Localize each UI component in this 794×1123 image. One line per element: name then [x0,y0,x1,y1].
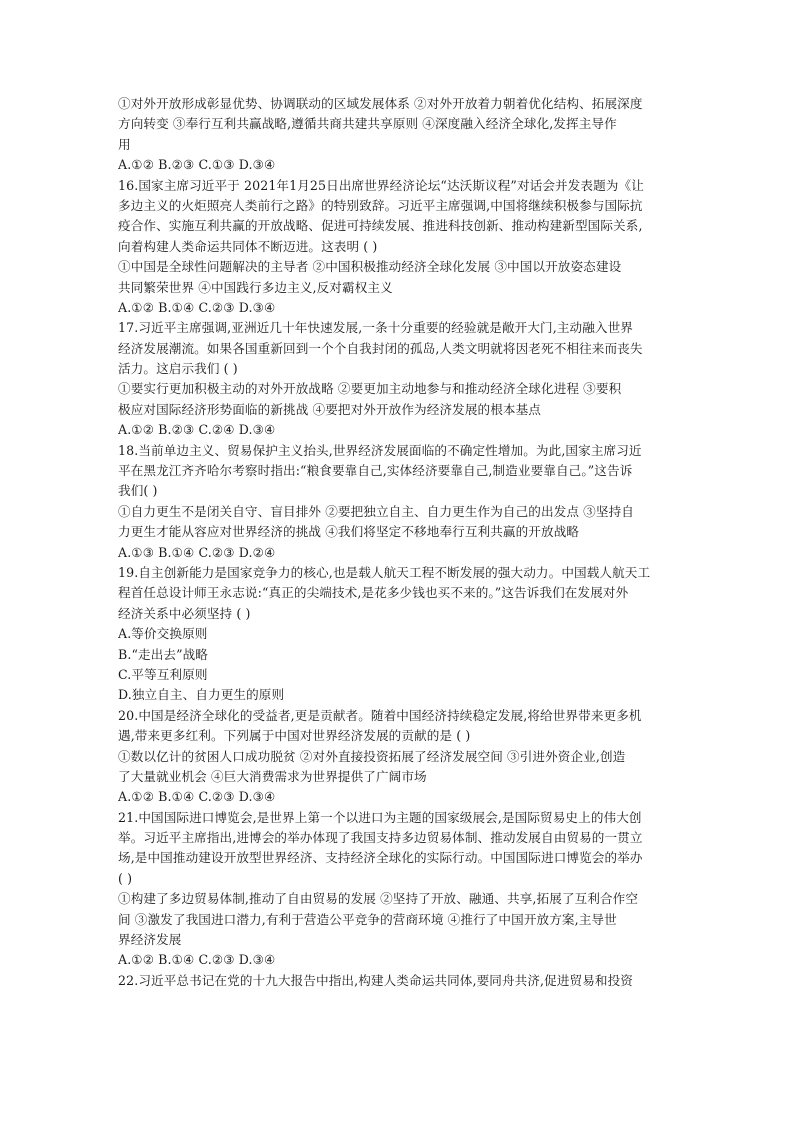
text-line: 间 ③激发了我国进口潜力,有利于营造公平竞争的营商环境 ④推行了中国开放方案,主导世 [118,911,617,927]
text-line: 经济发展潮流。如果各国重新回到一个个自我封闭的孤岛,人类文明就将因老死不相往来而丧失 [118,340,643,356]
text-line: 20.中国是经济全球化的受益者,更是贡献者。随着中国经济持续稳定发展,将给世界带来更多机 [118,707,642,723]
text-line: C.平等互利原则 [118,666,208,682]
text-line: ①中国是全球性问题解决的主导者 ②中国积极推动经济全球化发展 ③中国以开放姿态建设 [118,259,622,275]
text-line: 22.习近平总书记在党的十九大报告中指出,构建人类命运共同体,要同舟共济,促进贸易和投资 [118,972,633,988]
text-line: A.①② B.②③ C.②④ D.③④ [118,422,276,438]
text-line: 极应对国际经济形势面临的新挑战 ④要把对外开放作为经济发展的根本基点 [118,401,541,417]
text-line: 遇,带来更多红利。下列属于中国对世界经济发展的贡献的是 ( ) [118,728,471,744]
text-line: 界经济发展 [118,932,182,948]
text-line: 经济关系中必须坚持 ( ) [118,605,251,621]
text-line: A.①③ B.①④ C.②③ D.②④ [118,544,276,560]
text-line: ①构建了多边贸易体制,推动了自由贸易的发展 ②坚持了开放、融通、共享,拓展了互利合作空 [118,891,639,907]
text-line: ①对外开放形成彰显优势、协调联动的区域发展体系 ②对外开放着力朝着优化结构、拓展深度 [118,96,643,111]
text-line: 程首任总设计师王永志说:“真正的尖端技术,是花多少钱也买不来的。”这告诉我们在发展对外 [118,585,629,601]
text-line: 方向转变 ③奉行互利共赢战略,遵循共商共建共享原则 ④深度融入经济全球化,发挥主导作 [118,116,617,132]
text-line: 我们( ) [118,483,158,499]
text-line: 18.当前单边主义、贸易保护主义抬头,世界经济发展面临的不确定性增加。为此,国家主席习近 [118,442,642,458]
text-line: 活力。这启示我们 ( ) [118,361,238,377]
text-line: 平在黑龙江齐齐哈尔考察时指出:“粮食要靠自己,实体经济要靠自己,制造业要靠自己。”这告诉 [118,463,633,479]
text-line: 了大量就业机会 ④巨大消费需求为世界提供了广阔市场 [118,768,427,784]
text-line: A.①② B.①④ C.②③ D.③④ [118,299,276,315]
text-line: A.等价交换原则 [118,626,208,642]
document-page [118,94,680,991]
text-line: 场,是中国推动建设开放型世界经济、支持经济全球化的实际行动。中国国际进口博览会的举办 [118,850,643,866]
text-line: ①自力更生不是闭关自守、盲目排外 ②要把独立自主、自力更生作为自己的出发点 ③坚持自 [118,503,634,519]
text-line: B.“走出去”战略 [118,646,209,662]
text-line: 向着构建人类命运共同体不断迈进。这表明 ( ) [118,238,378,254]
text-line: 举。习近平主席指出,进博会的举办体现了我国支持多边贸易体制、推动发展自由贸易的一贯立 [118,830,643,846]
text-line: D.独立自主、自力更生的原则 [118,687,285,703]
text-line: A.①② B.①④ C.②③ D.③④ [118,789,276,805]
text-line: ( ) [118,870,133,886]
text-line: 疫合作、实施互利共赢的开放战略、促进可持续发展、推进科技创新、推动构建新型国际关系, [118,218,643,234]
text-line: 17.习近平主席强调,亚洲近几十年快速发展,一条十分重要的经验就是敞开大门,主动融入世界 [118,320,633,336]
text-line: 多边主义的火炬照亮人类前行之路》的特别致辞。习近平主席强调,中国将继续积极参与国际抗 [118,197,643,213]
text-line: A.①② B.①④ C.②③ D.③④ [118,952,276,968]
text-line: ①要实行更加积极主动的对外开放战略 ②要更加主动地参与和推动经济全球化进程 ③要积 [118,381,622,397]
text-line: 19.自主创新能力是国家竞争力的核心,也是载人航天工程不断发展的强大动力。中国载人航天工 [118,564,651,580]
text-line: 16.国家主席习近平于 2021年1月25日出席世界经济论坛“达沃斯议程”对话会并发表题为《让 [118,177,644,193]
text-line: 共同繁荣世界 ④中国践行多边主义,反对霸权主义 [118,279,393,295]
text-line: 力更生才能从容应对世界经济的挑战 ④我们将坚定不移地奉行互利共赢的开放战略 [118,524,580,540]
text-line: 21.中国国际进口博览会,是世界上第一个以进口为主题的国家级展会,是国际贸易史上的伟大创 [118,809,642,825]
text-line: ①数以亿计的贫困人口成功脱贫 ②对外直接投资拓展了经济发展空间 ③引进外资企业,创造 [118,748,626,764]
text-line: A.①② B.②③ C.①③ D.③④ [118,157,276,173]
text-line: 用 [118,136,131,152]
